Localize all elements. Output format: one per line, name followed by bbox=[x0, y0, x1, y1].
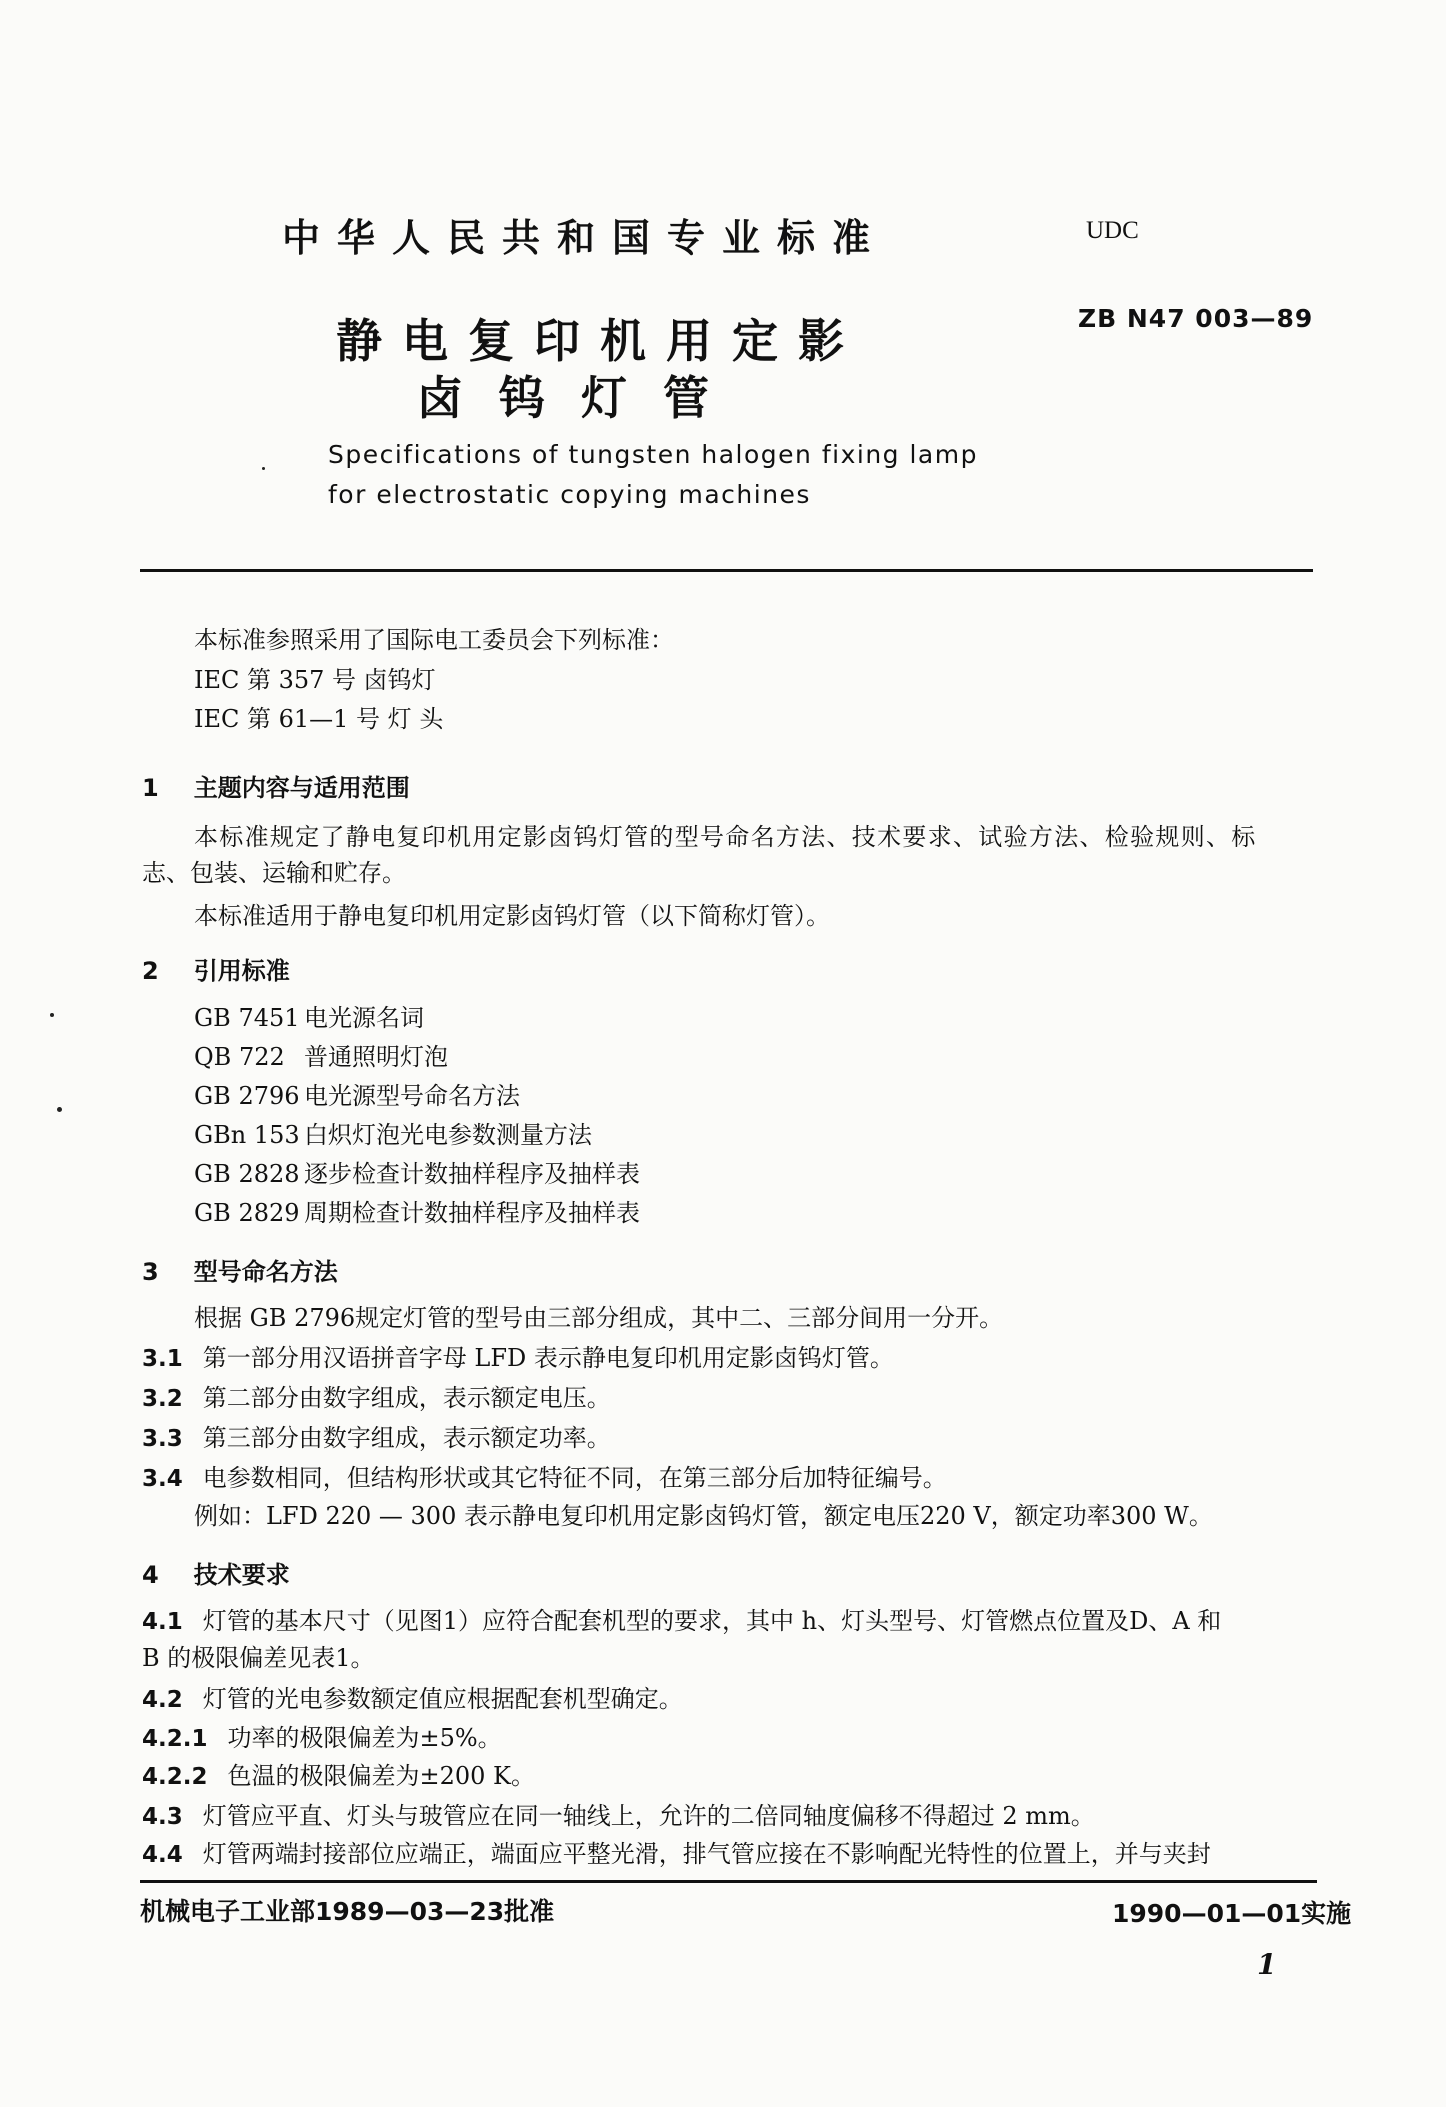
title-en-line1: Specifications of tungsten halogen fixing lamp bbox=[328, 440, 978, 469]
section-3-number: 3 bbox=[142, 1258, 159, 1286]
section-2-heading bbox=[142, 951, 290, 986]
header-divider bbox=[140, 569, 1313, 572]
udc-label: UDC bbox=[1086, 217, 1139, 244]
reference-name: 白炽灯泡光电参数测量方法 bbox=[304, 1121, 592, 1149]
section-1-number: 1 bbox=[142, 774, 159, 802]
effective-date: 1990—01—01实施 bbox=[1112, 1899, 1352, 1928]
section-4-title: 技术要求 bbox=[193, 1561, 290, 1589]
intro-line1: 本标准参照采用了国际电工委员会下列标准： bbox=[194, 626, 674, 654]
section-1-para1-line1: 本标准规定了静电复印机用定影卤钨灯管的型号命名方法、技术要求、试验方法、检验规则、标 bbox=[194, 823, 1257, 851]
reference-name: 逐步检查计数抽样程序及抽样表 bbox=[304, 1160, 640, 1188]
clause-text: 灯管应平直、灯头与玻管应在同一轴线上，允许的二倍同轴度偏移不得超过 2 mm。 bbox=[202, 1802, 1095, 1830]
clause-3-4 bbox=[142, 1462, 947, 1495]
section-1-title: 主题内容与适用范围 bbox=[193, 774, 410, 802]
reference-name: 电光源型号命名方法 bbox=[304, 1082, 520, 1110]
scan-speck bbox=[262, 467, 265, 470]
intro-line3: IEC 第 61—1 号 灯 头 bbox=[194, 705, 444, 733]
issuing-category: 中华人民共和国专业标准 bbox=[282, 216, 888, 260]
clause-number: 4.4 bbox=[142, 1842, 183, 1868]
clause-number: 4.2.1 bbox=[142, 1726, 208, 1752]
reference-code: GBn 153 bbox=[194, 1121, 300, 1149]
clause-number: 4.3 bbox=[142, 1804, 183, 1830]
footer-divider bbox=[140, 1880, 1317, 1883]
clause-4-1 bbox=[142, 1605, 1221, 1638]
clause-text: 灯管两端封接部位应端正，端面应平整光滑，排气管应接在不影响配光特性的位置上，并与夹封 bbox=[202, 1840, 1211, 1868]
reference-name: 电光源名词 bbox=[304, 1004, 424, 1032]
clause-number: 3.3 bbox=[142, 1426, 183, 1452]
section-2-number: 2 bbox=[142, 957, 159, 985]
section-2-title: 引用标准 bbox=[193, 957, 290, 985]
section-3-heading bbox=[142, 1252, 338, 1287]
clause-4-2 bbox=[142, 1683, 683, 1716]
reference-code: GB 2829 bbox=[194, 1199, 300, 1227]
section-4-number: 4 bbox=[142, 1561, 159, 1589]
title-cn-line2: 卤钨灯管 bbox=[417, 371, 745, 425]
reference-code: GB 2796 bbox=[194, 1082, 300, 1110]
clause-text: 电参数相同，但结构形状或其它特征不同，在第三部分后加特征编号。 bbox=[202, 1464, 947, 1492]
standard-number: ZB N47 003—89 bbox=[1078, 304, 1314, 333]
clause-4-2-1 bbox=[142, 1722, 502, 1755]
title-cn-line1: 静电复印机用定影 bbox=[336, 314, 864, 368]
reference-item bbox=[194, 1197, 640, 1229]
clause-3-3 bbox=[142, 1422, 611, 1455]
reference-code: QB 722 bbox=[194, 1043, 285, 1071]
reference-code: GB 7451 bbox=[194, 1004, 300, 1032]
section-3-intro: 根据 GB 2796规定灯管的型号由三部分组成，其中二、三部分间用一分开。 bbox=[194, 1304, 1004, 1332]
page-number: 1 bbox=[1257, 1948, 1277, 1981]
clause-4-3 bbox=[142, 1800, 1095, 1833]
reference-code: GB 2828 bbox=[194, 1160, 300, 1188]
clause-number: 3.1 bbox=[142, 1346, 183, 1372]
reference-item bbox=[194, 1158, 640, 1190]
section-1-heading bbox=[142, 768, 410, 803]
reference-item bbox=[194, 1119, 592, 1151]
clause-number: 4.2.2 bbox=[142, 1764, 208, 1790]
clause-text: 第一部分用汉语拼音字母 LFD 表示静电复印机用定影卤钨灯管。 bbox=[202, 1344, 894, 1372]
intro-line2: IEC 第 357 号 卤钨灯 bbox=[194, 666, 436, 694]
clause-number: 4.2 bbox=[142, 1687, 183, 1713]
clause-3-1 bbox=[142, 1342, 894, 1375]
reference-name: 普通照明灯泡 bbox=[304, 1043, 448, 1071]
clause-number: 3.4 bbox=[142, 1466, 183, 1492]
clause-4-2-2 bbox=[142, 1760, 535, 1793]
clause-4-4 bbox=[142, 1838, 1211, 1871]
reference-name: 周期检查计数抽样程序及抽样表 bbox=[304, 1199, 640, 1227]
reference-item bbox=[194, 1080, 520, 1112]
title-en-line2: for electrostatic copying machines bbox=[328, 480, 811, 509]
section-1-para2: 本标准适用于静电复印机用定影卤钨灯管（以下简称灯管）。 bbox=[194, 902, 830, 930]
clause-text: 灯管的基本尺寸（见图1）应符合配套机型的要求，其中 h、灯头型号、灯管燃点位置及D、A 和 bbox=[202, 1607, 1222, 1635]
scan-speck bbox=[50, 1013, 54, 1017]
section-1-para1-line2: 志、包装、运输和贮存。 bbox=[142, 859, 406, 887]
approval-date: 机械电子工业部1989—03—23批准 bbox=[140, 1897, 555, 1926]
clause-text: 色温的极限偏差为±200 K。 bbox=[227, 1762, 535, 1790]
clause-text: 第三部分由数字组成，表示额定功率。 bbox=[202, 1424, 611, 1452]
reference-item bbox=[194, 1041, 448, 1073]
clause-3-2 bbox=[142, 1382, 611, 1415]
clause-4-1-line2: B 的极限偏差见表1。 bbox=[142, 1644, 375, 1672]
clause-number: 3.2 bbox=[142, 1386, 183, 1412]
section-3-example: 例如：LFD 220 — 300 表示静电复印机用定影卤钨灯管，额定电压220 V，额定功率300 W。 bbox=[194, 1502, 1213, 1530]
clause-text: 第二部分由数字组成，表示额定电压。 bbox=[202, 1384, 611, 1412]
clause-number: 4.1 bbox=[142, 1609, 183, 1635]
section-4-heading bbox=[142, 1555, 290, 1590]
clause-text: 灯管的光电参数额定值应根据配套机型确定。 bbox=[202, 1685, 683, 1713]
reference-item bbox=[194, 1002, 424, 1034]
scan-speck bbox=[57, 1107, 62, 1112]
section-3-title: 型号命名方法 bbox=[193, 1258, 338, 1286]
clause-text: 功率的极限偏差为±5%。 bbox=[227, 1724, 502, 1752]
